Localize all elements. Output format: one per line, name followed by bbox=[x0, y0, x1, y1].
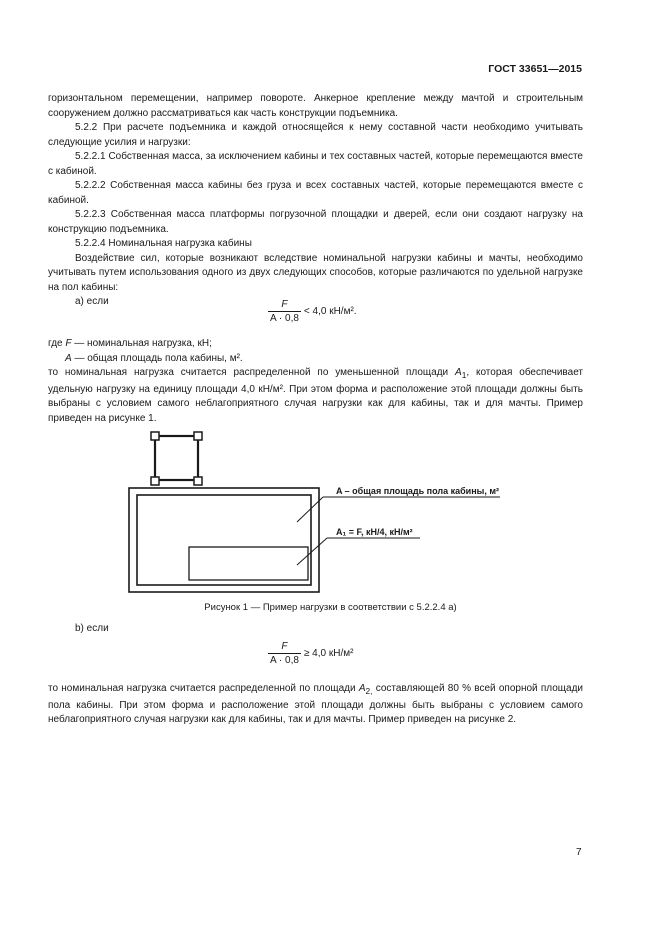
item-b-label: b) если bbox=[75, 623, 109, 634]
page-number: 7 bbox=[576, 847, 582, 858]
leader-reduced-area bbox=[297, 538, 327, 565]
symbol-A2: A bbox=[358, 683, 366, 694]
distribution-b-text-2: составляющей 80 % всей опорной площади пола кабины. При этом форма и расположение этой площади должны быть выбраны с условием самого неблагоприятного случая нагрузки как для кабины, так и для мачты. Пример приведен на рисунке 2. bbox=[48, 683, 584, 725]
item-a-label: а) если bbox=[75, 296, 109, 307]
paragraph-forces: Воздействие сил, которые возникают вследствие номинальной нагрузки кабины и мачты, необходимо учитывать путем использования одного из двух следующих способов, которые различаются по удельной нагрузке на пол кабины: bbox=[48, 252, 583, 293]
fraction-b bbox=[268, 641, 301, 666]
paragraph-5-2-2-1: 5.2.2.1 Собственная масса, за исключением кабины и тех составных частей, которые перемещаются вместе с кабиной. bbox=[48, 151, 583, 177]
figure-1-caption: Рисунок 1 — Пример нагрузки в соответствии с 5.2.2.4 а) bbox=[204, 602, 457, 613]
symbol-A1-subscript: 1 bbox=[461, 370, 467, 380]
symbol-A1: A bbox=[455, 367, 462, 378]
symbol-F: F bbox=[65, 338, 72, 349]
reduced-area-A1 bbox=[189, 547, 308, 580]
fraction-a-denominator: A · 0,8 bbox=[270, 313, 299, 324]
label-reduced-area: A₁ = F, кН/4, кН/м² bbox=[336, 527, 413, 537]
paragraph-5-2-2-2: 5.2.2.2 Собственная масса кабины без груза и всех составных частей, которые перемещаются вместе с кабиной. bbox=[48, 180, 583, 206]
distribution-b-text-1: то номинальная нагрузка считается распределенной по площади bbox=[48, 683, 359, 694]
formula-a-relation: < 4,0 кН/м². bbox=[303, 306, 357, 317]
text-block-lower bbox=[48, 682, 583, 728]
label-total-area: A – общая площадь пола кабины, м² bbox=[336, 486, 499, 496]
distribution-a-text-2: , которая обеспечивает удельную нагрузку на единицу площади 4,0 кН/м². При этом форма и расположение этой площади должны быть выбраны с условием самого неблагоприятного случая нагрузки как для кабины, так и для мачты. Пример приведен на рисунке 1. bbox=[48, 367, 584, 424]
definition-F-text: — номинальная нагрузка, кН; bbox=[71, 338, 212, 349]
formula-b-relation: ≥ 4,0 кН/м² bbox=[303, 648, 354, 659]
cabin-outer-edge bbox=[129, 488, 319, 592]
where-word: где bbox=[48, 338, 66, 349]
mast-node bbox=[194, 432, 202, 440]
fraction-b-numerator: F bbox=[268, 641, 301, 654]
paragraph-continuation: горизонтальном перемещении, например повороте. Анкерное крепление между мачтой и строительным сооружением должно рассматриваться как часть конструкции подъемника. bbox=[48, 93, 583, 119]
paragraph-distribution-b bbox=[48, 682, 583, 728]
definition-A-text: — общая площадь пола кабины, м². bbox=[71, 352, 243, 364]
mast-node bbox=[194, 477, 202, 485]
symbol-A: A bbox=[65, 352, 72, 364]
fraction-a-numerator: F bbox=[268, 299, 301, 312]
paragraph-5-2-2-3: 5.2.2.3 Собственная масса платформы погрузочной площадки и дверей, если они создают нагрузку на конструкцию подъемника. bbox=[48, 209, 583, 235]
symbol-A2-subscript: 2, bbox=[365, 686, 373, 696]
formula-b bbox=[268, 641, 353, 666]
paragraph-5-2-2-4: 5.2.2.4 Номинальная нагрузка кабины bbox=[75, 238, 252, 249]
fraction-b-denominator: A · 0,8 bbox=[270, 655, 299, 666]
mast-frame bbox=[155, 436, 198, 480]
mast-node bbox=[151, 477, 159, 485]
distribution-a-text-1: то номинальная нагрузка считается распределенной по уменьшенной площади bbox=[48, 367, 456, 378]
cabin-floor-area bbox=[137, 495, 311, 585]
document-number: ГОСТ 33651—2015 bbox=[488, 63, 582, 75]
mast-node bbox=[151, 432, 159, 440]
paragraph-5-2-2: 5.2.2 При расчете подъемника и каждой относящейся к нему составной части необходимо учитывать следующие усилия и нагрузки: bbox=[48, 122, 583, 148]
